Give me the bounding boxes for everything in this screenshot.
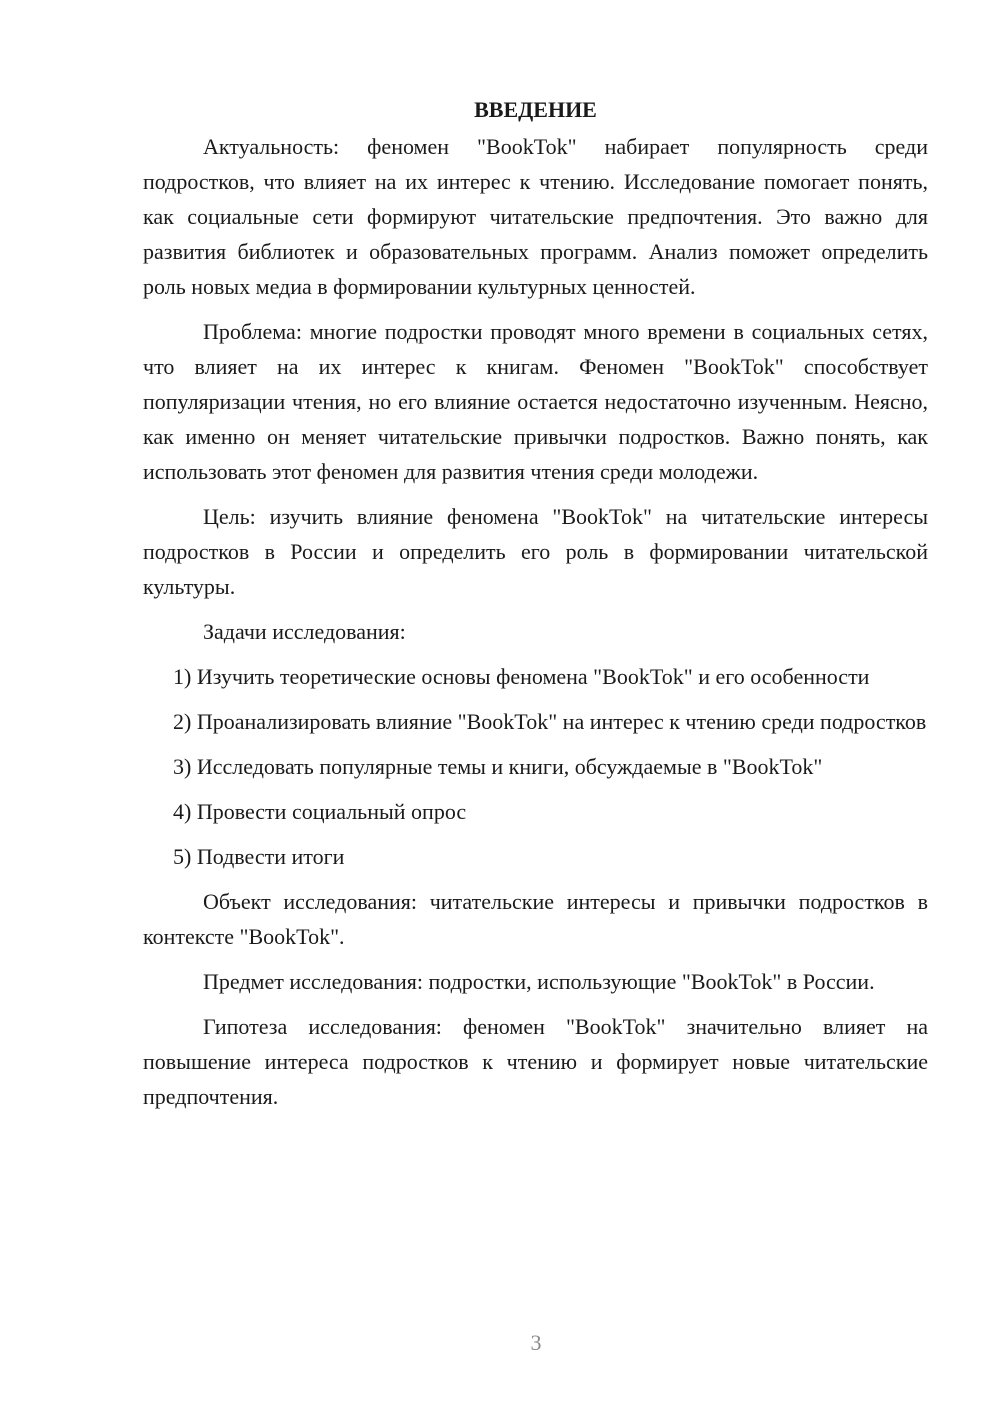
paragraph-goal: Цель: изучить влияние феномена "BookTok" на читательские интересы подростков в России и определить его роль в формировании читательской культуры. <box>143 504 928 599</box>
task-item-5: 5) Подвести итоги <box>173 844 345 869</box>
paragraph-subject: Предмет исследования: подростки, использующие "BookTok" в России. <box>203 969 875 994</box>
paragraph-hypothesis: Гипотеза исследования: феномен "BookTok" значительно влияет на повышение интереса подростков к чтению и формирует новые читательские предпочтения. <box>143 1014 928 1109</box>
task-item-3: 3) Исследовать популярные темы и книги, обсуждаемые в "BookTok" <box>173 754 823 779</box>
paragraph-problem: Проблема: многие подростки проводят много времени в социальных сетях, что влияет на их интерес к книгам. Феномен "BookTok" способствует популяризации чтения, но его влияние остается недостаточно изученным. Неясно, как именно он меняет читательские привычки подростков. Важно понять, как использовать этот феномен для развития чтения среди молодежи. <box>143 319 928 484</box>
document-page <box>143 92 928 1124</box>
section-heading: ВВЕДЕНИЕ <box>474 97 597 122</box>
paragraph-object: Объект исследования: читательские интересы и привычки подростков в контексте "BookTok". <box>143 889 928 949</box>
page-number: 3 <box>530 1330 542 1355</box>
task-item-4: 4) Провести социальный опрос <box>173 799 467 824</box>
task-item-1: 1) Изучить теоретические основы феномена "BookTok" и его особенности <box>173 664 870 689</box>
paragraph-relevance: Актуальность: феномен "BookTok" набирает популярность среди подростков, что влияет на их интерес к чтению. Исследование помогает понять, как социальные сети формируют читательские предпочтения. Это важно для развития библиотек и образовательных программ. Анализ поможет определить роль новых медиа в формировании культурных ценностей. <box>143 134 928 299</box>
task-item-2: 2) Проанализировать влияние "BookTok" на интерес к чтению среди подростков <box>173 709 927 734</box>
tasks-title: Задачи исследования: <box>203 619 406 644</box>
